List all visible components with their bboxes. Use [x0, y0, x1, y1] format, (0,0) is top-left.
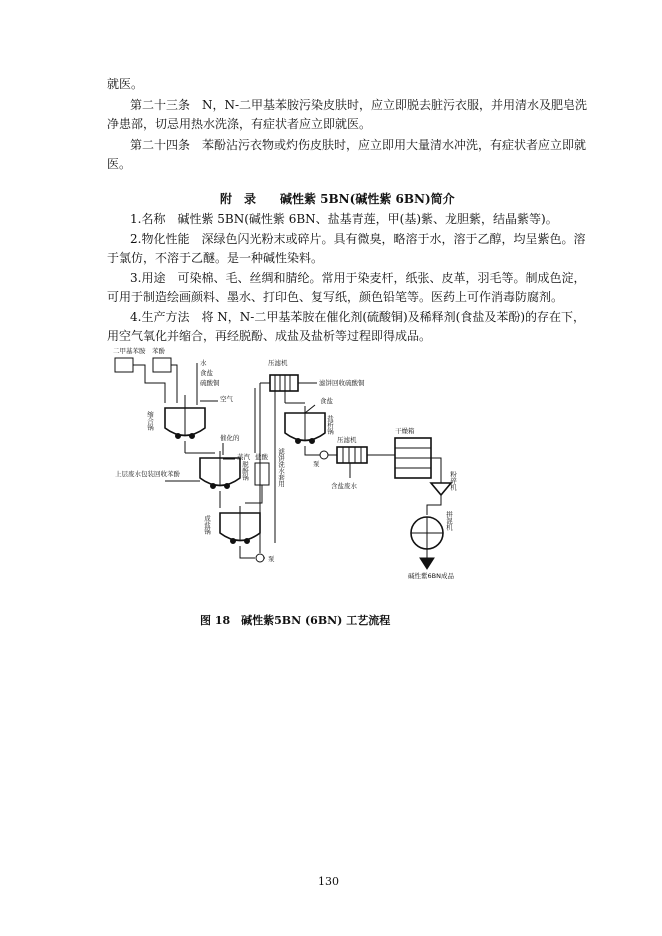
text-line: 就医。 — [107, 77, 144, 91]
label-pump-1: 泵 — [268, 555, 275, 563]
process-flow-diagram — [105, 343, 505, 593]
article-23-line-2: 净患部，切忌用热水洗涤，有症状者应立即就医。 — [107, 117, 372, 131]
salting-kettle — [220, 506, 260, 544]
label-salt: 食盐 — [200, 369, 213, 377]
label-salt-2: 食盐 — [320, 397, 333, 405]
filter-press-1 — [270, 375, 298, 391]
figure-caption: 图 18 碱性紫5BN (6BN) 工艺流程 — [200, 614, 391, 627]
label-pump-2: 泵 — [313, 460, 320, 468]
dephenol-kettle — [200, 451, 240, 489]
label-catalyst: 催化的 — [220, 434, 240, 442]
label-saltwater: 含盐废水 — [331, 482, 357, 490]
article-23-line-1: 第二十三条 N，N-二甲基苯胺污染皮肤时，应立即脱去脏污衣服，并用清水及肥皂洗 — [130, 98, 588, 112]
label-mixer: 拼混机 — [445, 511, 453, 531]
article-24-line-2: 医。 — [107, 157, 132, 171]
page-number: 130 — [318, 875, 339, 888]
label-salting: 成盐锅 — [203, 515, 211, 535]
label-product: 碱性紫6BN成品 — [408, 572, 454, 580]
appendix-heading: 附 录 碱性紫 5BN(碱性紫 6BN)简介 — [220, 192, 455, 206]
label-filterpress-1: 压滤机 — [268, 359, 288, 367]
crusher — [431, 483, 451, 495]
label-dma-phenol: 二甲基苯胺 苯酚 — [113, 347, 165, 355]
mixer — [411, 517, 443, 549]
label-cuso4: 硫酸铜 — [200, 379, 220, 387]
appendix-item-4-line-1: 4.生产方法 将 N，N-二甲基苯胺在催化剂(硫酸铜)及稀释剂(食盐及苯酚)的存在下， — [130, 310, 586, 324]
pump-1 — [256, 554, 264, 562]
label-dephenol: 脱酚锅 — [241, 461, 249, 481]
label-recovery: 上层废水包装回收苯酚 — [115, 470, 180, 478]
appendix-item-1: 1.名称 碱性紫 5BN(碱性紫 6BN、盐基青莲，甲(基)紫、龙胆紫，结晶紫等)。 — [130, 212, 558, 226]
phenol-tank — [153, 358, 171, 372]
label-saltingout: 盐析锅 — [326, 415, 334, 435]
condensation-kettle — [165, 403, 205, 439]
pump-2 — [320, 451, 328, 459]
dma-tank — [115, 358, 133, 372]
appendix-item-4-line-2: 用空气氧化并缩合，再经脱酚、成盐及盐析等过程即得成品。 — [107, 329, 432, 343]
label-hcl: 盐酸 — [255, 453, 268, 461]
appendix-item-3-line-1: 3.用途 可染棉、毛、丝绸和腈纶。常用于染麦杆，纸张、皮革，羽毛等。制成色淀， — [130, 271, 586, 285]
salting-out-kettle — [285, 406, 325, 444]
label-condensation: 缩合锅 — [146, 411, 154, 431]
label-crusher: 粉碎机 — [449, 471, 457, 491]
hcl-tank — [255, 463, 269, 485]
article-24-line-1: 第二十四条 苯酚沾污衣物或灼伤皮肤时，应立即用大量清水冲洗，有症状者应立即就 — [130, 138, 587, 152]
label-dryer: 干燥箱 — [395, 427, 415, 435]
label-filtrate-wash: 滤饼洗水套用 — [277, 448, 285, 487]
label-water: 水 — [200, 359, 207, 367]
filter-press-2 — [337, 447, 367, 463]
appendix-item-2-line-2: 于氯仿，不溶于乙醚。是一种碱性染料。 — [107, 251, 324, 265]
label-air: 空气 — [220, 395, 233, 403]
label-steam: 蒸汽 — [237, 453, 250, 461]
label-filterpress-2: 压滤机 — [337, 436, 357, 444]
label-filtrate-recovery: 滤饼回收硫酸铜 — [319, 379, 365, 387]
dryer — [395, 438, 431, 478]
appendix-item-2-line-1: 2.物化性能 深绿色闪光粉末或碎片。具有微臭，略溶于水，溶于乙醇，均呈紫色。溶 — [130, 232, 586, 246]
appendix-item-3-line-2: 可用于制造绘画颜料、墨水、打印色、复写纸，颜色铅笔等。医药上可作消毒防腐剂。 — [107, 290, 564, 304]
